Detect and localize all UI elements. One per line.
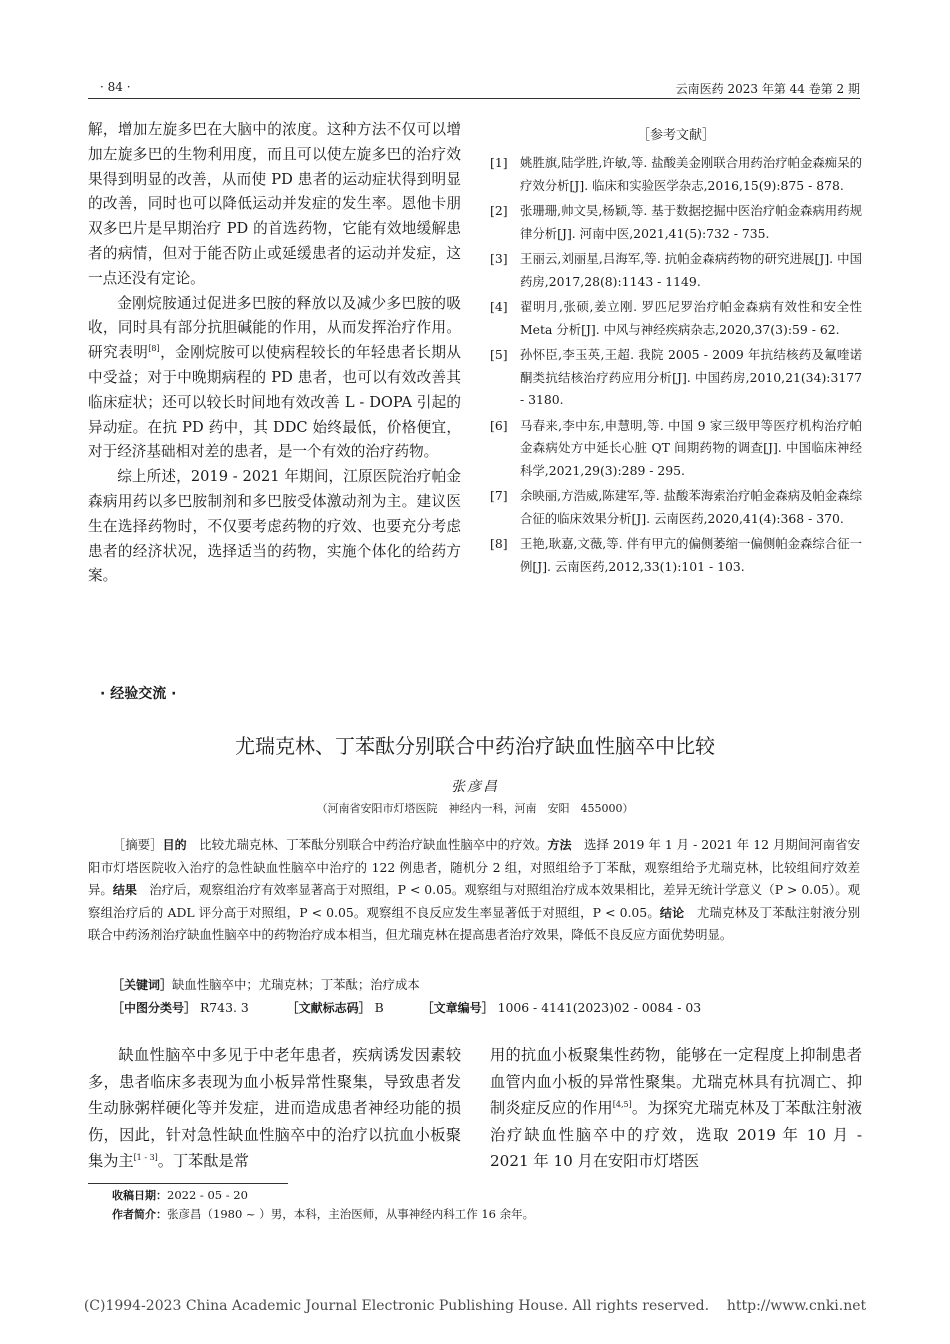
references-title: ［参考文献］: [636, 128, 715, 143]
reference-text: 王艳,耿嘉,文薇,等. 伴有甲亢的偏侧萎缩一偏侧帕金森综合征一例[J]. 云南医药,2012,33(1):101 - 103.: [520, 536, 862, 574]
body-right: [490, 1042, 862, 1175]
reference-number: [6]: [490, 417, 508, 433]
section-tag: · 经验交流 ·: [100, 686, 177, 702]
received-label: 收稿日期：: [112, 1189, 167, 1202]
reference-number: [8]: [490, 536, 508, 551]
conclusion-text: 尤瑞克林及丁苯酞注射液分别联合中药汤剂治疗缺血性脑卒中的药物治疗成本相当，但尤瑞克林在提高患者治疗效果，降低不良反应方面优势明显。: [88, 904, 861, 943]
citation: [8]: [148, 344, 160, 354]
reference-item: [490, 200, 862, 245]
references-list: [490, 152, 862, 581]
left-column: [88, 118, 461, 589]
body-left: [88, 1042, 461, 1175]
reference-text: 马春来,李中东,申慧明,等. 中国 9 家三级甲等医疗机构治疗帕金森病处方中延长心脏 QT 间期药物的调查[J]. 中国临床神经科学,2021,29(3):289 - 295.: [520, 417, 862, 478]
reference-number: [7]: [490, 488, 508, 503]
author-bio: [112, 1205, 862, 1224]
paragraph-text: 金刚烷胺通过促进多巴胺的释放以及减少多巴胺的吸收，同时具有部分抗胆碱能的作用，从而发挥治疗作用。研究表明: [88, 294, 461, 362]
reference-number: [1]: [490, 155, 508, 170]
doc-code-value: B: [374, 1000, 384, 1015]
keywords-label: ［关键词］: [112, 978, 173, 992]
reference-item: [490, 248, 862, 293]
reference-number: [3]: [490, 251, 508, 266]
reference-text: 张珊珊,帅文昊,杨颖,等. 基于数据挖掘中医治疗帕金森病用药规律分析[J]. 河南中医,2021,41(5):732 - 735.: [520, 203, 862, 241]
clc-label: ［中图分类号］: [112, 1001, 197, 1015]
reference-number: [4]: [490, 299, 508, 314]
header-rule: [88, 98, 860, 99]
classification-line: [112, 999, 872, 1016]
clc-value: R743. 3: [199, 1000, 249, 1015]
copyright-watermark: (C)1994-2023 China Academic Journal Electronic Publishing House. All rights reserved. http://www.cnki.net: [83, 1298, 867, 1314]
doc-code-label: ［文献标志码］: [286, 1001, 371, 1015]
keywords-value: 缺血性脑卒中；尤瑞克林；丁苯酞；治疗成本: [172, 977, 420, 992]
paragraph: [88, 292, 461, 466]
article-affiliation: （河南省安阳市灯塔医院 神经内一科，河南 安阳 455000）: [316, 802, 634, 815]
paragraph: 解，增加左旋多巴在大脑中的浓度。这种方法不仅可以增加左旋多巴的生物利用度，而且可以使左旋多巴的治疗效果得到明显的改善，从而使 PD 患者的运动症状得到明显的改善，同时也可以降低运动并发症的发生率。恩他卡朋双多巴片是早期治疗 PD 的首选药物，它能有效地缓解患者的病情，但对于能否防止或延缓患者的运动并发症，这一点还没有定论。: [88, 121, 461, 287]
article-number-value: 1006 - 4141(2023)02 - 0084 - 03: [497, 1000, 702, 1015]
paragraph-text: 。丁苯酞是常: [157, 1152, 249, 1170]
keywords: [112, 975, 420, 993]
conclusion-label: 结论: [659, 905, 685, 920]
methods-text: 选择 2019 年 1 月 - 2021 年 12 月期间河南省安阳市灯塔医院收入治疗的急性缺血性脑卒中治疗的 122 例患者，随机分 2 组，对照组给予丁苯酞，观察组给予尤瑞克林，比较组间疗效差异。: [88, 837, 861, 898]
page-number: · 84 ·: [100, 80, 131, 94]
citation: [4,5]: [612, 1099, 632, 1109]
paragraph-text: 用的抗血小板聚集性药物，能够在一定程度上抑制患者血管内血小板的异常性聚集。尤瑞克林具有抗凋亡、抑制炎症反应的作用: [490, 1046, 862, 1117]
paragraph-text: 缺血性脑卒中多见于中老年患者，疾病诱发因素较多，患者临床多表现为血小板异常性聚集，导致患者发生动脉粥样硬化等并发症，进而造成患者神经功能的损伤，因此，针对急性缺血性脑卒中的治疗以抗血小板聚集为主: [88, 1046, 461, 1170]
reference-text: 姚胜旗,陆学胜,许敏,等. 盐酸美金刚联合用药治疗帕金森痴呆的疗效分析[J]. 临床和实验医学杂志,2016,15(9):875 - 878.: [520, 155, 862, 193]
reference-number: [2]: [490, 203, 508, 218]
methods-label: 方法: [547, 838, 572, 852]
article-number-label: ［文章编号］: [421, 1001, 494, 1015]
results-label: 结果: [112, 883, 137, 898]
paragraph: [88, 1042, 461, 1175]
reference-item: [490, 152, 862, 197]
abstract: [88, 834, 860, 947]
objective-text: 比较尤瑞克林、丁苯酞分别联合中药治疗缺血性脑卒中的疗效。: [199, 837, 548, 852]
paragraph-text: ，金刚烷胺可以使病程较长的年轻患者长期从中受益；对于中晚期病程的 PD 患者，也可以有效改善其临床症状；还可以较长时间地有效改善 L - DOPA 引起的异动症。在抗 PD 药中，其 DDC 始终最低，价格便宜，对于经济基础相对差的患者，是一个有效的治疗药物。: [88, 344, 461, 461]
article-author: 张彦昌: [451, 779, 499, 795]
paragraph: 综上所述，2019 - 2021 年期间，江原医院治疗帕金森病用药以多巴胺制剂和多巴胺受体激动剂为主。建议医生在选择药物时，不仅要考虑药物的疗效、也要充分考虑患者的经济状况，选择适当的药物，实施个体化的给药方案。: [88, 468, 461, 585]
citation: [1 - 3]: [133, 1152, 158, 1162]
footnote: [112, 1186, 862, 1224]
abstract-label: ［摘要］: [112, 837, 163, 852]
received-value: 2022 - 05 - 20: [167, 1188, 248, 1202]
paragraph-text: 。为探究尤瑞克林及丁苯酞注射液治疗缺血性脑卒中的疗效，选取 2019 年 10 月 - 2021 年 10 月在安阳市灯塔医: [490, 1099, 863, 1170]
reference-text: 王丽云,刘丽星,吕海军,等. 抗帕金森病药物的研究进展[J]. 中国药房,2017,28(8):1143 - 1149.: [520, 251, 862, 289]
article-title: 尤瑞克林、丁苯酞分别联合中药治疗缺血性脑卒中比较: [235, 734, 715, 758]
objective-label: 目的: [162, 838, 187, 852]
reference-item: [490, 296, 862, 341]
reference-item: [490, 485, 862, 530]
received-date: [112, 1186, 862, 1205]
reference-text: 余映丽,方浩威,陈建军,等. 盐酸苯海索治疗帕金森病及帕金森综合征的临床效果分析[J]. 云南医药,2020,41(4):368 - 370.: [520, 488, 862, 526]
reference-item: [490, 533, 862, 578]
reference-text: 翟明月,张硕,姜立刚. 罗匹尼罗治疗帕金森病有效性和安全性 Meta 分析[J]. 中风与神经疾病杂志,2020,37(3):59 - 62.: [520, 299, 862, 337]
reference-text: 孙怀臣,李玉英,王超. 我院 2005 - 2009 年抗结核药及氟喹诺酮类抗结核治疗药应用分析[J]. 中国药房,2010,21(34):3177 - 3180.: [520, 347, 862, 407]
paragraph: [490, 1042, 862, 1175]
journal-header: 云南医药 2023 年第 44 卷第 2 期: [675, 82, 860, 96]
author-bio-label: 作者简介：: [112, 1208, 167, 1221]
reference-item: [490, 415, 862, 483]
author-bio-value: 张彦昌（1980 ~ ）男，本科，主治医师，从事神经内科工作 16 余年。: [167, 1207, 535, 1221]
results-text: 治疗后，观察组治疗有效率显著高于对照组，P < 0.05。观察组与对照组治疗成本效果相比，差异无统计学意义（P > 0.05）。观察组治疗后的 ADL 评分高于对照组，P < 0.05。观察组不良反应发生率显著低于对照组，P < 0.05。: [88, 882, 861, 920]
reference-number: [5]: [490, 347, 508, 362]
footnote-rule: [88, 1183, 288, 1184]
reference-item: [490, 344, 862, 412]
